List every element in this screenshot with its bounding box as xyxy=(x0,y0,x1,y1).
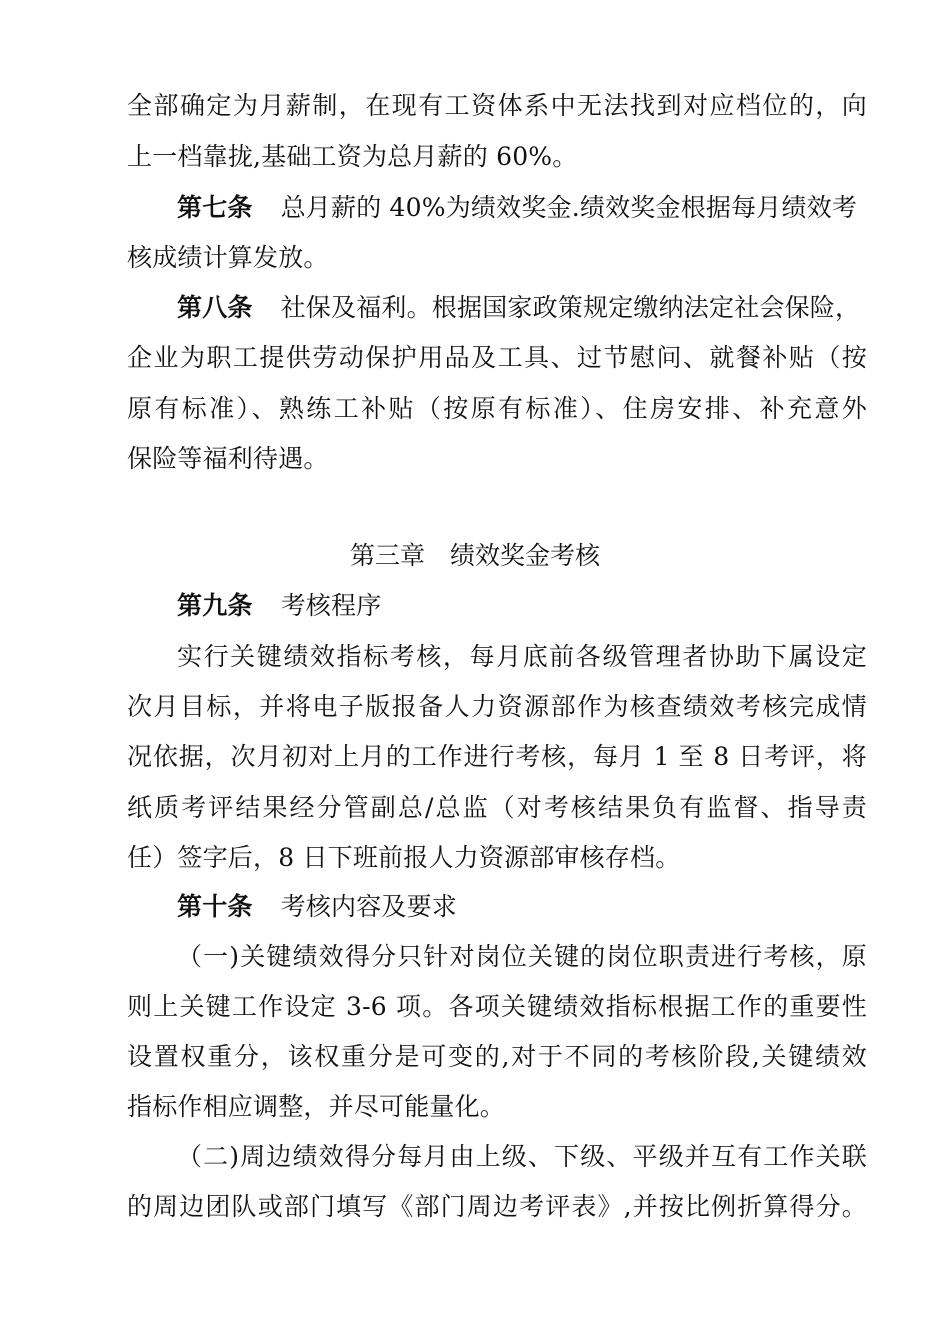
article-8-heading: 第八条 xyxy=(177,293,253,322)
paragraph-line: 全部确定为月薪制，在现有工资体系中无法找到对应档位的，向 xyxy=(127,91,867,120)
paragraph-line: 任）签字后，8 日下班前报人力资源部审核存档。 xyxy=(127,843,681,872)
article-7-heading: 第七条 xyxy=(177,193,253,222)
paragraph-line: 原有标准）、熟练工补贴（按原有标准）、住房安排、补充意外 xyxy=(127,394,867,423)
paragraph-line: 则上关键工作设定 3-6 项。各项关键绩效指标根据工作的重要性 xyxy=(127,992,867,1021)
paragraph-line: 次月目标，并将电子版报备人力资源部作为核查绩效考核完成情 xyxy=(127,692,867,721)
chapter-heading: 第三章 绩效奖金考核 xyxy=(349,541,600,570)
article-10 xyxy=(177,892,867,922)
paragraph-line: （二)周边绩效得分每月由上级、下级、平级并互有工作关联 xyxy=(177,1142,867,1171)
article-7-text: 总月薪的 40%为绩效奖金.绩效奖金根据每月绩效考 xyxy=(280,193,858,222)
paragraph-line: 核成绩计算发放。 xyxy=(127,243,329,272)
paragraph-line: 设置权重分，该权重分是可变的,对于不同的考核阶段,关键绩效 xyxy=(127,1042,867,1071)
article-10-heading: 第十条 xyxy=(177,892,253,921)
paragraph-line: 保险等福利待遇。 xyxy=(127,444,329,473)
paragraph-line: 的周边团队或部门填写《部门周边考评表》,并按比例折算得分。 xyxy=(127,1192,867,1221)
paragraph-line: 况依据，次月初对上月的工作进行考核，每月 1 至 8 日考评，将 xyxy=(127,742,867,771)
paragraph-line: 指标作相应调整，并尽可能量化。 xyxy=(127,1092,506,1121)
paragraph-line: 企业为职工提供劳动保护用品及工具、过节慰问、就餐补贴（按 xyxy=(127,343,867,372)
paragraph-line: （一)关键绩效得分只针对岗位关键的岗位职责进行考核，原 xyxy=(177,942,867,971)
paragraph-line: 纸质考评结果经分管副总/总监（对考核结果负有监督、指导责 xyxy=(127,793,867,822)
article-8-text: 社保及福利。根据国家政策规定缴纳法定社会保险， xyxy=(280,293,861,322)
article-9-text: 考核程序 xyxy=(280,591,382,620)
article-9-heading: 第九条 xyxy=(177,591,253,620)
paragraph-line: 实行关键绩效指标考核，每月底前各级管理者协助下属设定 xyxy=(177,642,867,671)
article-9 xyxy=(177,591,867,621)
article-7 xyxy=(177,193,867,223)
article-8 xyxy=(177,293,867,323)
article-10-text: 考核内容及要求 xyxy=(280,892,458,921)
paragraph-line: 上一档靠拢,基础工资为总月薪的 60%。 xyxy=(127,142,578,171)
